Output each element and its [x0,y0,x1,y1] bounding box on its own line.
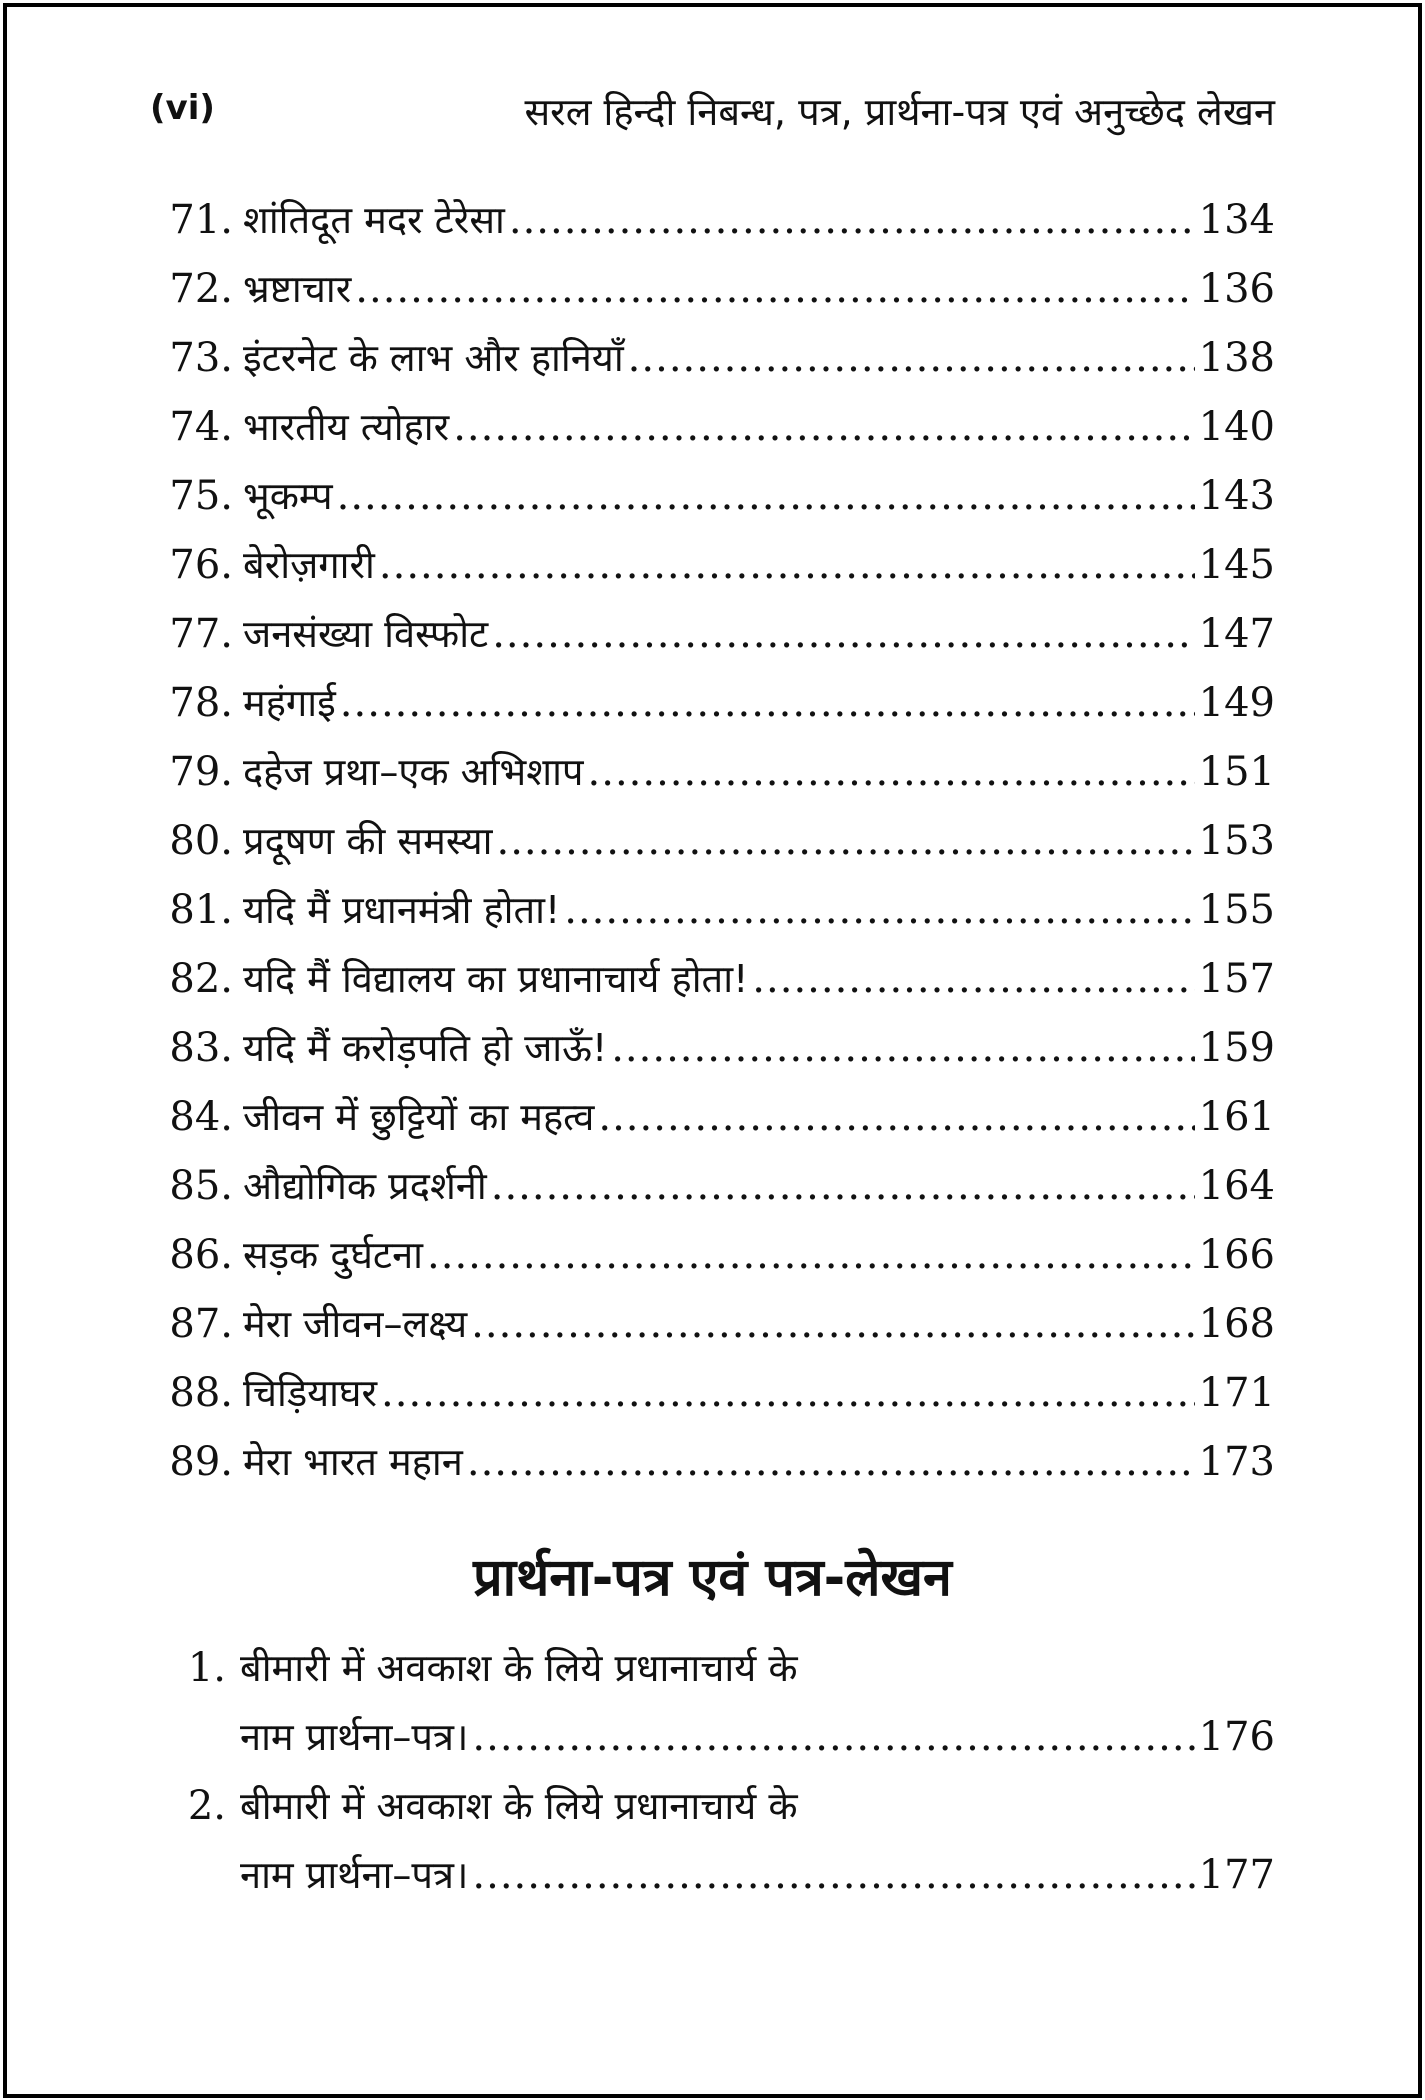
entry-number: 74. [169,404,233,450]
toc-entry[interactable] [150,669,1275,738]
entry-page: 155 [1198,887,1275,933]
dot-leader [467,1428,1195,1497]
dot-leader [427,1221,1195,1290]
dot-leader [752,945,1194,1014]
toc-entry[interactable] [150,186,1275,255]
entry-number: 78. [169,680,233,726]
entry-title: जीवन में छुट्टियों का महत्व [243,1095,595,1139]
toc-entry[interactable] [150,1221,1275,1290]
entry-title: भारतीय त्योहार [243,405,450,449]
dot-leader [340,669,1195,738]
entry-number: 85. [169,1163,233,1209]
toc-entry[interactable] [150,738,1275,807]
entry-title: प्रदूषण की समस्या [243,819,493,863]
entry-title: मेरा जीवन–लक्ष्य [243,1302,468,1346]
entry-number: 75. [169,473,233,519]
entry-title: बेरोज़गारी [243,543,375,587]
dot-leader [379,531,1195,600]
dot-leader [598,1083,1194,1152]
entry-page: 164 [1198,1163,1275,1209]
entry-page: 168 [1198,1301,1275,1347]
entry-page: 176 [1198,1714,1275,1760]
entry-page: 157 [1198,956,1275,1002]
entry-page: 151 [1198,749,1275,795]
dot-leader [472,1703,1194,1772]
entry-title: यदि मैं प्रधानमंत्री होता! [243,888,561,932]
entry-title: भूकम्प [243,474,333,518]
toc-entry[interactable] [150,255,1275,324]
toc-entry[interactable] [150,876,1275,945]
entry-title: शांतिदूत मदर टेरेसा [243,198,505,242]
entry-title: बीमारी में अवकाश के लिये प्रधानाचार्य के [240,1646,798,1690]
entry-number: 72. [169,266,233,312]
entry-title: महंगाई [243,681,336,725]
entry-title-continued: नाम प्रार्थना–पत्र। [240,1853,469,1897]
entry-page: 138 [1198,335,1275,381]
entry-page: 147 [1198,611,1275,657]
entry-number: 73. [169,335,233,381]
toc-entry[interactable] [150,531,1275,600]
dot-leader [564,876,1194,945]
entry-number: 82. [169,956,233,1002]
entry-title: मेरा भारत महान [243,1440,463,1484]
section-heading: प्रार्थना-पत्र एवं पत्र-लेखन [473,1548,952,1608]
toc-entry[interactable] [150,945,1275,1014]
entry-title: औद्योगिक प्रदर्शनी [243,1164,487,1208]
entry-page: 134 [1198,197,1275,243]
entry-page: 173 [1198,1439,1275,1485]
essay-toc-list [150,186,1275,1497]
dot-leader [453,393,1194,462]
dot-leader [381,1359,1195,1428]
dot-leader [492,600,1194,669]
toc-entry[interactable] [150,324,1275,393]
entry-page: 153 [1198,818,1275,864]
entry-title: दहेज प्रथा–एक अभिशाप [243,750,584,794]
entry-number: 83. [169,1025,233,1071]
dot-leader [497,807,1195,876]
entry-number: 77. [169,611,233,657]
entry-title: जनसंख्या विस्फोट [243,612,489,656]
entry-number: 71. [169,197,233,243]
dot-leader [337,462,1195,531]
entry-title: यदि मैं करोड़पति हो जाऊँ! [243,1026,608,1070]
toc-entry[interactable] [150,600,1275,669]
toc-entry[interactable] [150,1772,1275,1910]
entry-number: 86. [169,1232,233,1278]
entry-title: बीमारी में अवकाश के लिये प्रधानाचार्य के [240,1784,798,1828]
dot-leader [471,1290,1194,1359]
entry-title: यदि मैं विद्यालय का प्रधानाचार्य होता! [243,957,749,1001]
entry-number: 2. [187,1783,226,1829]
entry-title-continued: नाम प्रार्थना–पत्र। [240,1715,469,1759]
entry-title: सड़क दुर्घटना [243,1233,424,1277]
entry-title: चिड़ियाघर [243,1371,378,1415]
toc-entry[interactable] [150,1083,1275,1152]
toc-entry[interactable] [150,807,1275,876]
dot-leader [588,738,1195,807]
book-title: सरल हिन्दी निबन्ध, पत्र, प्रार्थना-पत्र एवं अनुच्छेद लेखन [524,90,1275,134]
dot-leader [628,324,1195,393]
entry-number: 1. [187,1645,226,1691]
dot-leader [611,1014,1194,1083]
dot-leader [509,186,1195,255]
entry-number: 84. [169,1094,233,1140]
entry-number: 80. [169,818,233,864]
dot-leader [355,255,1194,324]
page-number: (vi) [150,88,215,128]
toc-entry[interactable] [150,393,1275,462]
entry-page: 166 [1198,1232,1275,1278]
toc-entry[interactable] [150,1359,1275,1428]
entry-number: 81. [169,887,233,933]
entry-number: 76. [169,542,233,588]
entry-page: 143 [1198,473,1275,519]
entry-number: 88. [169,1370,233,1416]
running-header [150,80,1275,140]
entry-page: 145 [1198,542,1275,588]
entry-page: 140 [1198,404,1275,450]
entry-page: 149 [1198,680,1275,726]
toc-entry[interactable] [150,1428,1275,1497]
entry-page: 159 [1198,1025,1275,1071]
entry-page: 161 [1198,1094,1275,1140]
letter-toc-list [150,1634,1275,1910]
toc-entry[interactable] [150,1634,1275,1772]
entry-title: इंटरनेट के लाभ और हानियाँ [243,336,624,380]
entry-page: 136 [1198,266,1275,312]
toc-entry[interactable] [150,1290,1275,1359]
entry-page: 177 [1198,1852,1275,1898]
entry-title: भ्रष्टाचार [243,267,352,311]
toc-entry[interactable] [150,1152,1275,1221]
toc-entry[interactable] [150,1014,1275,1083]
entry-page: 171 [1198,1370,1275,1416]
toc-entry[interactable] [150,462,1275,531]
dot-leader [491,1152,1195,1221]
entry-number: 89. [169,1439,233,1485]
entry-number: 79. [169,749,233,795]
dot-leader [472,1841,1194,1910]
entry-number: 87. [169,1301,233,1347]
